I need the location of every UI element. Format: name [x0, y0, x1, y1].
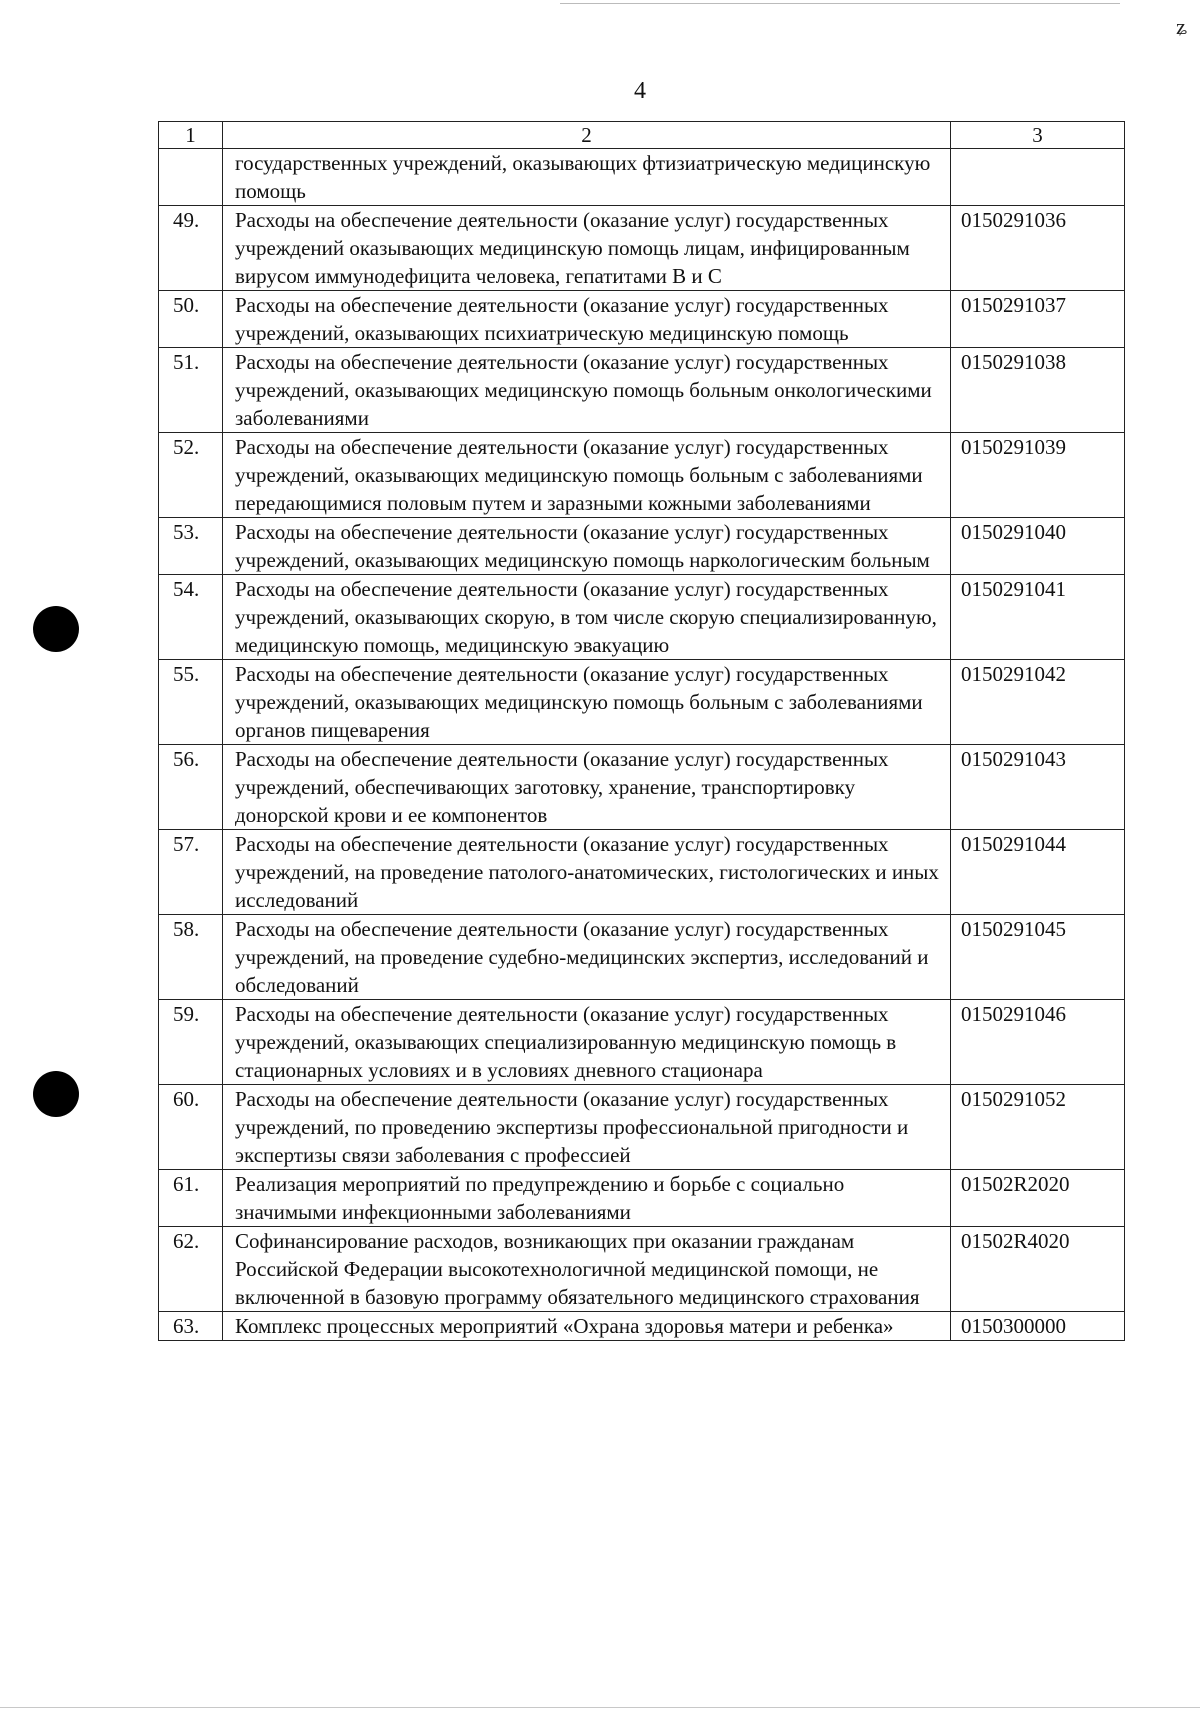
table-row: [159, 915, 1125, 1000]
row-number: 63.: [159, 1312, 223, 1341]
row-description: Расходы на обеспечение деятельности (оказание услуг) государственных учреждений, оказывающих скорую, в том числе скорую специализированную, медицинскую помощь, медицинскую эвакуацию: [223, 575, 951, 660]
row-description: Расходы на обеспечение деятельности (оказание услуг) государственных учреждений, оказывающих специализированную медицинскую помощь в стационарных условиях и в условиях дневного стационара: [223, 1000, 951, 1085]
row-code: 0150291042: [951, 660, 1125, 745]
table-row: [159, 660, 1125, 745]
punch-hole: [33, 1071, 79, 1117]
table-header-row: [159, 122, 1125, 149]
row-code: 0150291044: [951, 830, 1125, 915]
row-code: 01502R2020: [951, 1170, 1125, 1227]
row-description: Расходы на обеспечение деятельности (оказание услуг) государственных учреждений, на проведение судебно-медицинских экспертиз, исследований и обследований: [223, 915, 951, 1000]
table-row: [159, 291, 1125, 348]
row-code: 0150291043: [951, 745, 1125, 830]
header-col-1: 1: [159, 122, 223, 149]
row-description: Комплекс процессных мероприятий «Охрана здоровья матери и ребенка»: [223, 1312, 951, 1341]
row-number: 61.: [159, 1170, 223, 1227]
row-number: 60.: [159, 1085, 223, 1170]
table-row: [159, 745, 1125, 830]
row-description: Расходы на обеспечение деятельности (оказание услуг) государственных учреждений оказывающих медицинскую помощь лицам, инфицированным вирусом иммунодефицита человека, гепатитами B и C: [223, 206, 951, 291]
row-code: 0150300000: [951, 1312, 1125, 1341]
row-number: [159, 149, 223, 206]
table-row: [159, 433, 1125, 518]
table-row: [159, 830, 1125, 915]
row-code: 0150291052: [951, 1085, 1125, 1170]
row-code: 0150291046: [951, 1000, 1125, 1085]
row-code: 0150291036: [951, 206, 1125, 291]
row-description: Расходы на обеспечение деятельности (оказание услуг) государственных учреждений, оказывающих медицинскую помощь больным онкологическими заболеваниями: [223, 348, 951, 433]
row-code: 0150291040: [951, 518, 1125, 575]
row-description: Расходы на обеспечение деятельности (оказание услуг) государственных учреждений, обеспечивающих заготовку, хранение, транспортировку донорской крови и ее компонентов: [223, 745, 951, 830]
row-number: 54.: [159, 575, 223, 660]
row-number: 58.: [159, 915, 223, 1000]
table-row: [159, 1000, 1125, 1085]
table-row: [159, 348, 1125, 433]
scan-edge-bottom: [0, 1707, 1200, 1708]
row-number: 62.: [159, 1227, 223, 1312]
table-row: [159, 575, 1125, 660]
row-code: [951, 149, 1125, 206]
header-col-2: 2: [223, 122, 951, 149]
row-description: Расходы на обеспечение деятельности (оказание услуг) государственных учреждений, оказывающих медицинскую помощь наркологическим больным: [223, 518, 951, 575]
header-col-3: 3: [951, 122, 1125, 149]
row-description: Реализация мероприятий по предупреждению и борьбе с социально значимыми инфекционными заболеваниями: [223, 1170, 951, 1227]
table-row: [159, 1170, 1125, 1227]
classification-table: [158, 121, 1125, 1341]
row-number: 49.: [159, 206, 223, 291]
row-number: 51.: [159, 348, 223, 433]
row-code: 01502R4020: [951, 1227, 1125, 1312]
row-number: 50.: [159, 291, 223, 348]
corner-mark: ʑ: [1176, 14, 1187, 39]
row-description: государственных учреждений, оказывающих фтизиатрическую медицинскую помощь: [223, 149, 951, 206]
page-number: 4: [634, 78, 646, 104]
row-code: 0150291037: [951, 291, 1125, 348]
row-code: 0150291041: [951, 575, 1125, 660]
row-description: Расходы на обеспечение деятельности (оказание услуг) государственных учреждений, оказывающих медицинскую помощь больным с заболеваниями органов пищеварения: [223, 660, 951, 745]
row-description: Расходы на обеспечение деятельности (оказание услуг) государственных учреждений, оказывающих психиатрическую медицинскую помощь: [223, 291, 951, 348]
row-number: 59.: [159, 1000, 223, 1085]
row-description: Расходы на обеспечение деятельности (оказание услуг) государственных учреждений, на проведение патолого-анатомических, гистологических и иных исследований: [223, 830, 951, 915]
row-number: 52.: [159, 433, 223, 518]
row-code: 0150291039: [951, 433, 1125, 518]
scan-edge-top: [560, 3, 1120, 4]
row-description: Софинансирование расходов, возникающих при оказании гражданам Российской Федерации высокотехнологичной медицинской помощи, не включенной в базовую программу обязательного медицинского страхования: [223, 1227, 951, 1312]
row-code: 0150291045: [951, 915, 1125, 1000]
table-row: [159, 518, 1125, 575]
table-row: [159, 149, 1125, 206]
row-description: Расходы на обеспечение деятельности (оказание услуг) государственных учреждений, оказывающих медицинскую помощь больным с заболеваниями передающимися половым путем и заразными кожными заболеваниями: [223, 433, 951, 518]
row-number: 55.: [159, 660, 223, 745]
row-number: 53.: [159, 518, 223, 575]
row-code: 0150291038: [951, 348, 1125, 433]
table-row: [159, 1085, 1125, 1170]
row-number: 57.: [159, 830, 223, 915]
table-row: [159, 206, 1125, 291]
table-row: [159, 1312, 1125, 1341]
table-row: [159, 1227, 1125, 1312]
punch-hole: [33, 606, 79, 652]
row-description: Расходы на обеспечение деятельности (оказание услуг) государственных учреждений, по проведению экспертизы профессиональной пригодности и экспертизы связи заболевания с профессией: [223, 1085, 951, 1170]
row-number: 56.: [159, 745, 223, 830]
